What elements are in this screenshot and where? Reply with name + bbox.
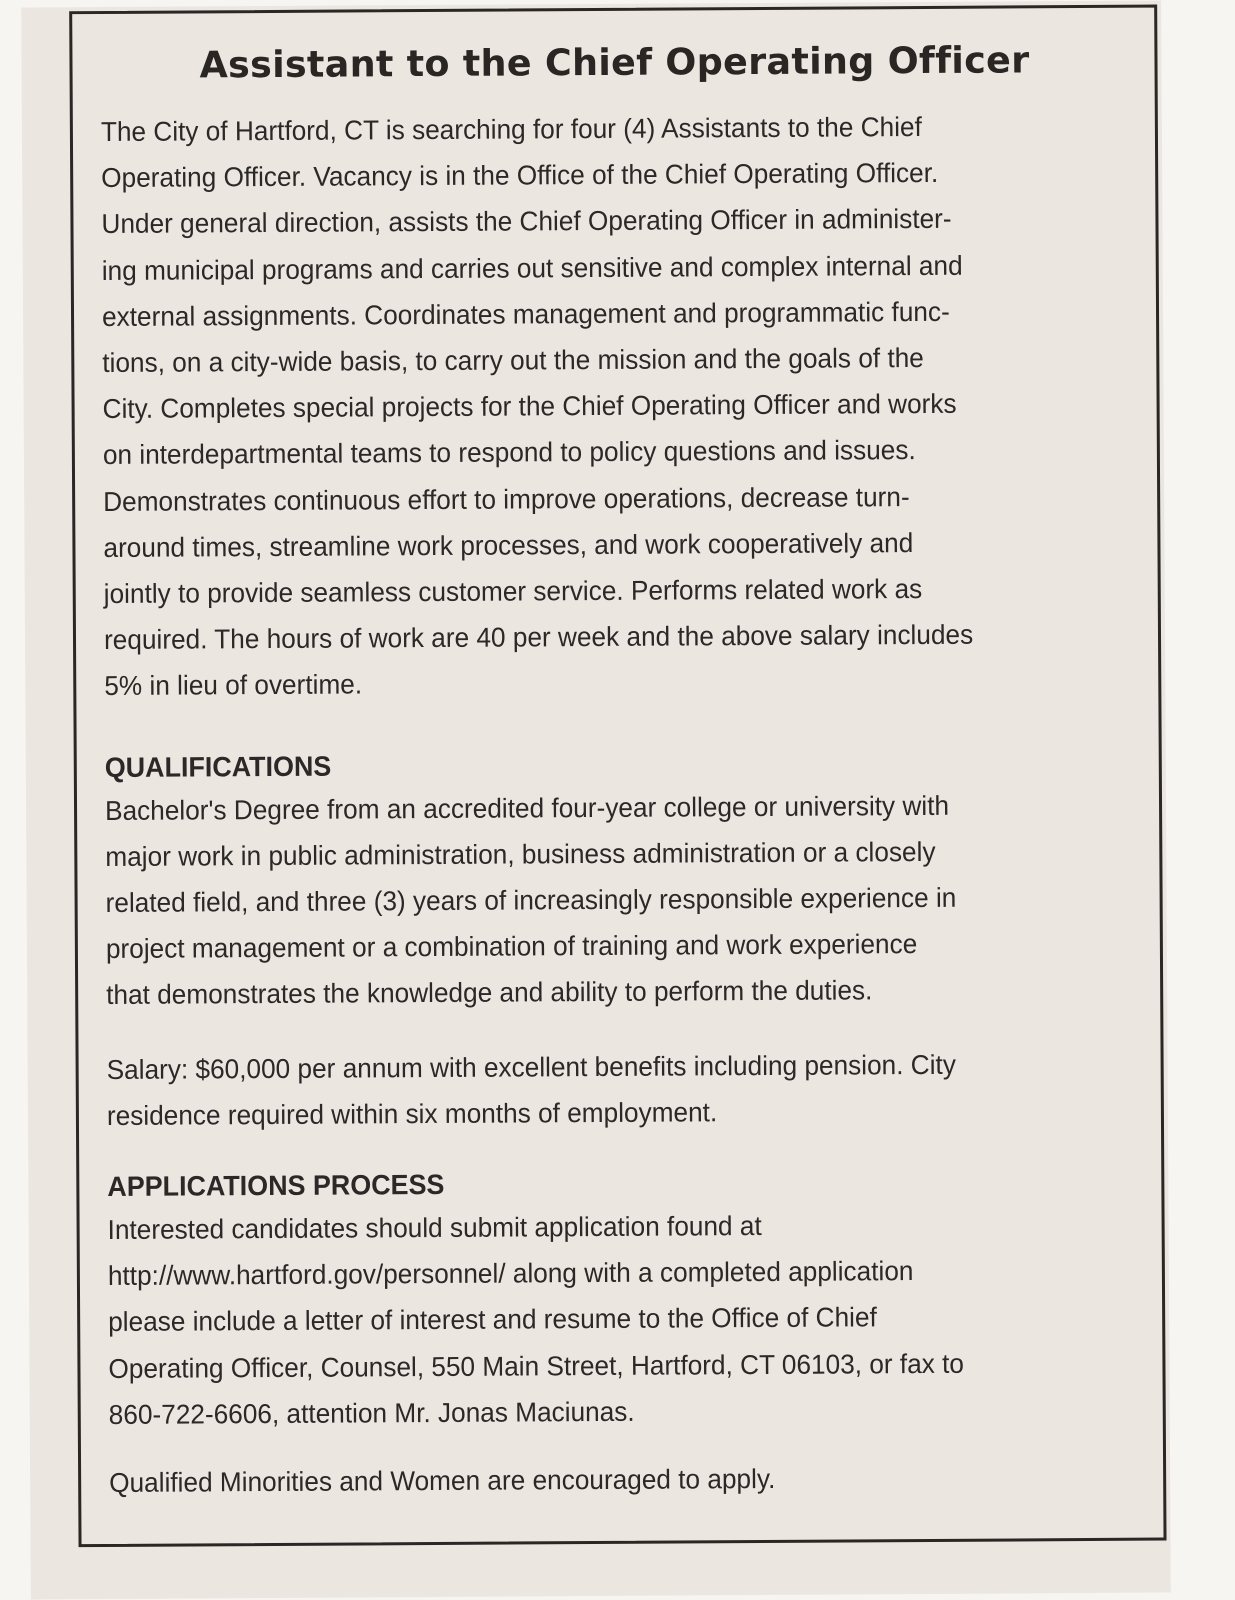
salary-line: Salary: $60,000 per annum with excellent benefits including pension. City	[106, 1048, 956, 1085]
closing-statement	[109, 1454, 1122, 1506]
description-line: external assignments. Coordinates management and programmatic func-	[101, 295, 950, 332]
description-line: City. Completes special projects for the Chief Operating Officer and works	[102, 388, 957, 425]
salary-line: residence required within six months of employment.	[106, 1096, 718, 1131]
applications-line: http://www.hartford.gov/personnel/ along with a completed application	[107, 1255, 914, 1292]
description-line: The City of Hartford, CT is searching for four (4) Assistants to the Chief	[100, 110, 922, 148]
applications-line: 860-722-6606, attention Mr. Jonas Maciunas.	[108, 1395, 635, 1430]
description-line: ing municipal programs and carries out sensitive and complex internal and	[101, 249, 963, 286]
applications-line: please include a letter of interest and resume to the Office of Chief	[108, 1301, 877, 1338]
applications-line: Interested candidates should submit application found at	[107, 1210, 762, 1246]
applications-line: Operating Officer, Counsel, 550 Main Street, Hartford, CT 06103, or fax to	[108, 1347, 965, 1384]
job-ad-box	[69, 5, 1166, 1548]
qualifications-heading: QUALIFICATIONS	[104, 750, 332, 783]
description-line: Demonstrates continuous effort to improve operations, decrease turn-	[103, 480, 910, 517]
qualifications-text	[105, 781, 1119, 1018]
qualifications-line: that demonstrates the knowledge and ability to perform the duties.	[106, 974, 873, 1011]
qualifications-line: project management or a combination of training and work experience	[105, 928, 918, 965]
description-line: around times, streamline work processes, and work cooperatively and	[103, 526, 914, 563]
description-line: 5% in lieu of overtime.	[104, 668, 363, 702]
applications-text	[107, 1201, 1121, 1438]
closing-line: Qualified Minorities and Women are encouraged to apply.	[109, 1462, 776, 1499]
qualifications-line: related field, and three (3) years of increasingly responsible experience in	[105, 881, 957, 919]
ad-title: Assistant to the Chief Operating Officer	[199, 38, 1030, 87]
applications-heading: APPLICATIONS PROCESS	[107, 1168, 445, 1203]
description-line: on interdepartmental teams to respond to policy questions and issues.	[102, 434, 916, 471]
newspaper-clipping	[21, 1, 1171, 1600]
description-line: jointly to provide seamless customer service. Performs related work as	[103, 573, 923, 610]
description-line: Operating Officer. Vacancy is in the Office of the Chief Operating Officer.	[101, 157, 939, 194]
qualifications-line: major work in public administration, business administration or a closely	[105, 835, 936, 872]
qualifications-line: Bachelor's Degree from an accredited four-year college or university with	[104, 789, 950, 826]
description-line: Under general direction, assists the Chief Operating Officer in administer-	[101, 203, 952, 240]
job-description	[101, 103, 1117, 710]
description-line: tions, on a city-wide basis, to carry out the mission and the goals of the	[102, 342, 924, 379]
salary-text	[106, 1040, 1119, 1139]
description-line: required. The hours of work are 40 per week and the above salary includes	[103, 618, 974, 656]
